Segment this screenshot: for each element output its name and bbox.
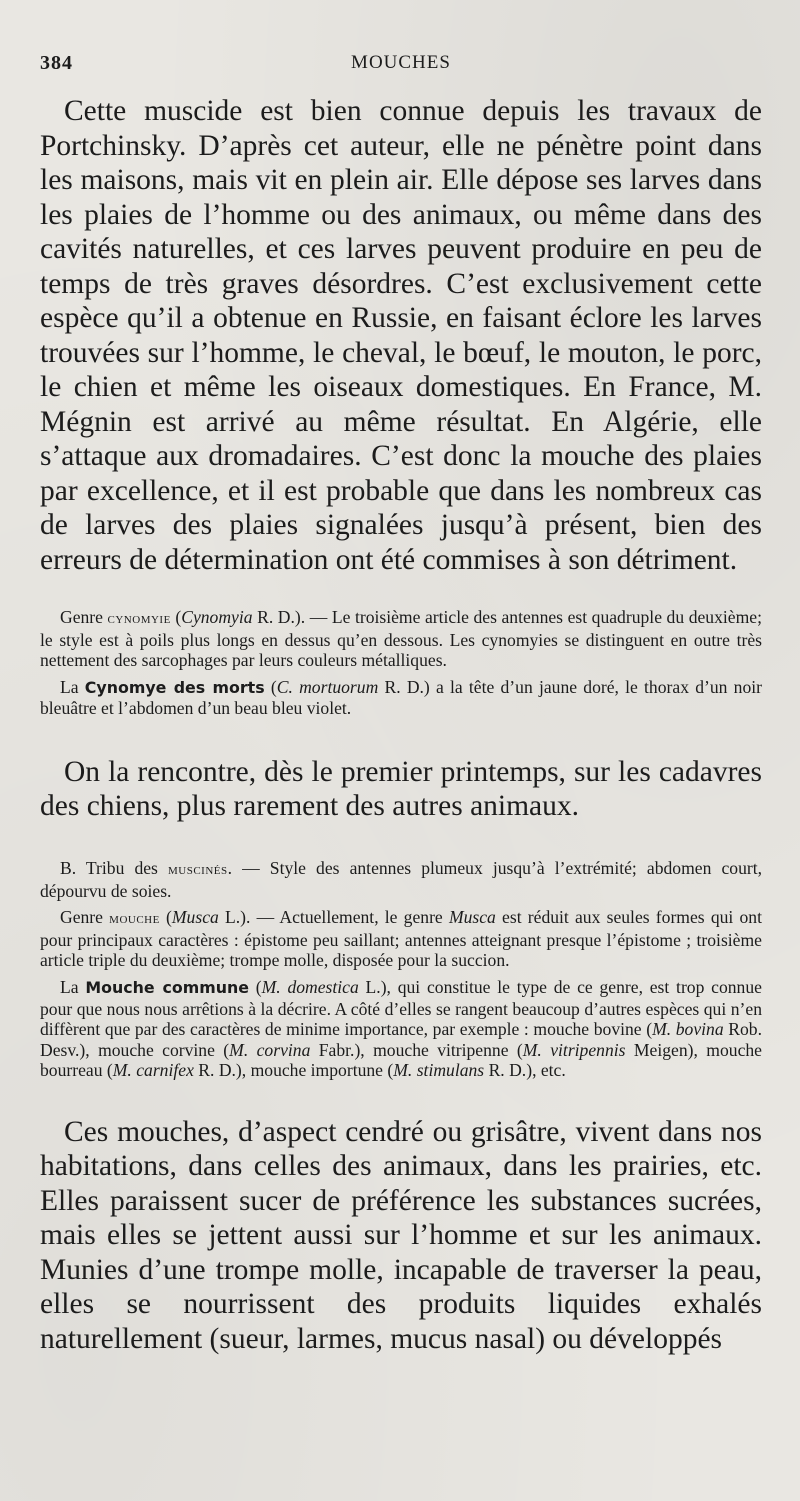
paragraph-rencontre: On la rencontre, dès le premier printemps, sur les cadavres des chiens, plus rarement des autres animaux. bbox=[40, 755, 762, 823]
paragraph-mouche-commune: La Mouche commune (M. domestica L.), qui constitue le type de ce genre, est trop connue pour que nous nous arrêtions à la décrire. A côté d’elles se rangent beaucoup d’autres espèces qui n’en diffèrent que par des caractères de minime importance, par exemple : mouche bovine (M. bovina Rob. Desv.), mouche corvine (M. corvina Fabr.), mouche vitripenne (M. vitripennis Meigen), mouche bourreau (M. carnifex R. D.), mouche importune (M. stimulans R. D.), etc. bbox=[40, 976, 762, 1081]
paragraph-ces-mouches: Ces mouches, d’aspect cendré ou grisâtre, vivent dans nos habitations, dans celles des animaux, dans les prairies, etc. Elles paraissent sucer de préférence les substances sucrées, mais elles se jettent aussi sur l’homme et sur les animaux. Munies d’une trompe molle, incapable de traverser la peau, elles se nourrissent des produits liquides exhalés naturellement (sueur, larmes, mucus nasal) ou développés bbox=[40, 1115, 762, 1355]
paragraph-cynomye-des-morts: La Cynomye des morts (C. mortuorum R. D.) a la tête d’un jaune doré, le thorax d’un noir bleuâtre et l’abdomen d’un beau bleu violet. bbox=[40, 676, 762, 719]
page-number: 384 bbox=[40, 52, 73, 74]
species-latin-name: M. carnifex bbox=[112, 1060, 194, 1081]
species-latin-name: C. mortuorum bbox=[276, 676, 379, 697]
species-latin-name: M. bovina bbox=[652, 1019, 724, 1040]
paragraph-genre-mouche: Genre mouche (Musca L.). — Actuellement, le genre Musca est réduit aux seules formes qui ont pour principaux caractères : épistome peu saillant; antennes atteignant presque l’épistome ; troisième article triple du deuxième; trompe molle, disposée pour la succion. bbox=[40, 907, 762, 971]
genus-latin-name: Cynomyia bbox=[181, 607, 253, 627]
species-latin-name: M. vitripennis bbox=[522, 1039, 626, 1060]
genus-latin-name: Musca bbox=[448, 907, 496, 928]
species-latin-name: M. corvina bbox=[229, 1039, 311, 1060]
species-name-bold: Mouche commune bbox=[85, 977, 249, 997]
paragraph-portchinsky: Cette muscide est bien connue depuis les travaux de Portchinsky. D’après cet auteur, elle ne pénètre point dans les maisons, mais vit en plein air. Elle dépose ses larves dans les plaies de l’homme ou des animaux, ou même dans des cavités naturelles, et ces larves peuvent produire en peu de temps de très graves désordres. C’est exclusivement cette espèce qu’il a obtenue en Russie, en faisant éclore les larves trouvées sur l’homme, le cheval, le bœuf, le mouton, le porc, le chien et même les oiseaux domestiques. En France, M. Mégnin est arrivé au même résultat. En Algérie, elle s’attaque aux dromadaires. C’est donc la mouche des plaies par excellence, et il est probable que dans les nombreux cas de larves des plaies signalées jusqu’à présent, bien des erreurs de détermination ont été commises à son détriment. bbox=[40, 95, 762, 576]
genus-name-smallcaps: mouche bbox=[109, 910, 160, 928]
page-header bbox=[40, 52, 762, 92]
species-name-bold: Cynomye des morts bbox=[84, 677, 265, 697]
tribe-name-smallcaps: muscinés bbox=[168, 860, 228, 878]
species-latin-name: M. domestica bbox=[261, 976, 359, 997]
genus-latin-name: Musca bbox=[171, 907, 219, 928]
genus-name-smallcaps: cynomyie bbox=[107, 610, 171, 627]
paragraph-genre-cynomyie: Genre cynomyie (Cynomyia R. D.). — Le troisième article des antennes est quadruple du deuxième; le style est à poils plus longs en dessus qu’en dessous. Les cynomyies se distinguent en outre très nettement des sarcophages par leurs couleurs métalliques. bbox=[40, 607, 762, 671]
species-latin-name: M. stimulans bbox=[393, 1060, 485, 1081]
running-title: MOUCHES bbox=[351, 52, 451, 73]
paragraph-tribu-muscines: B. Tribu des muscinés. — Style des antennes plumeux jusqu’à l’extrémité; abdomen court, dépourvu de soies. bbox=[40, 857, 763, 901]
